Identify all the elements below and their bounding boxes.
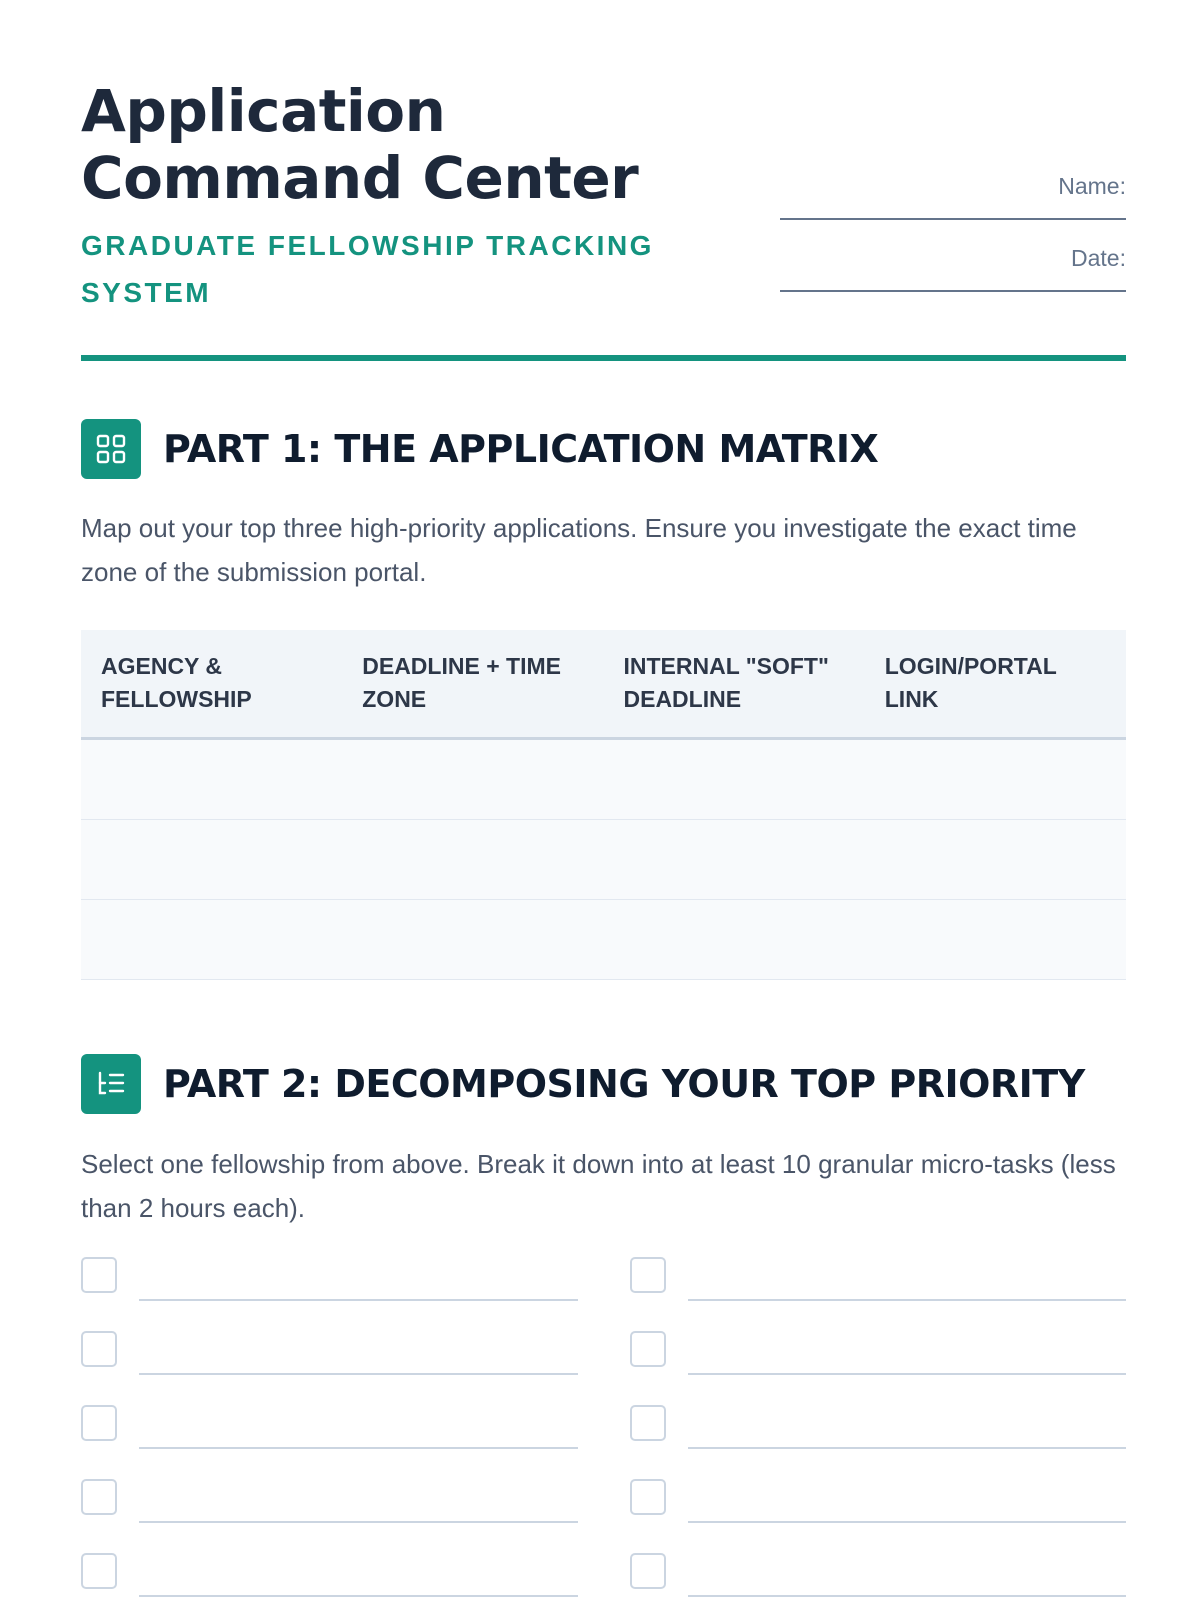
list-item [81, 1403, 578, 1443]
list-item [630, 1255, 1127, 1295]
part1-title: PART 1: THE APPLICATION MATRIX [163, 427, 879, 471]
table-cell[interactable] [604, 820, 865, 900]
task-write-line[interactable] [688, 1255, 1127, 1301]
task-write-line[interactable] [139, 1329, 578, 1375]
table-cell[interactable] [604, 900, 865, 980]
task-checkbox[interactable] [630, 1479, 666, 1515]
column-header: DEADLINE + TIME ZONE [342, 630, 603, 739]
task-checkbox[interactable] [630, 1553, 666, 1589]
date-label: Date: [1071, 245, 1126, 271]
table-cell[interactable] [81, 900, 342, 980]
task-checkbox[interactable] [630, 1405, 666, 1441]
part2-heading [81, 1054, 1085, 1114]
list-item [630, 1329, 1127, 1369]
table-row [81, 739, 1126, 820]
task-write-line[interactable] [688, 1551, 1127, 1597]
task-write-line[interactable] [688, 1403, 1127, 1449]
task-checkbox[interactable] [81, 1553, 117, 1589]
name-field [780, 174, 1126, 220]
task-checkbox[interactable] [81, 1331, 117, 1367]
table-cell[interactable] [865, 739, 1126, 820]
list-item [630, 1477, 1127, 1517]
part2-title: PART 2: DECOMPOSING YOUR TOP PRIORITY [163, 1062, 1085, 1106]
part1-description: Map out your top three high-priority applications. Ensure you investigate the exact time zone of the submission portal. [81, 513, 1077, 587]
table-cell[interactable] [604, 739, 865, 820]
application-matrix-table [81, 630, 1126, 980]
part2-description: Select one fellowship from above. Break it down into at least 10 granular micro-tasks (less than 2 hours each). [81, 1149, 1116, 1223]
task-write-line[interactable] [139, 1255, 578, 1301]
meta-fields [780, 174, 1126, 292]
grid-icon [81, 419, 141, 479]
page-subtitle: GRADUATE FELLOWSHIP TRACKING SYSTEM [81, 230, 654, 308]
column-header: INTERNAL "SOFT" DEADLINE [604, 630, 865, 739]
name-blank-line[interactable] [780, 218, 1126, 220]
title-block [81, 78, 701, 316]
task-write-line[interactable] [688, 1477, 1127, 1523]
page-title: Application Command Center [81, 77, 639, 212]
task-write-line[interactable] [688, 1329, 1127, 1375]
name-label: Name: [1058, 173, 1126, 199]
table-cell[interactable] [81, 739, 342, 820]
table-row [81, 820, 1126, 900]
list-item [81, 1255, 578, 1295]
task-write-line[interactable] [139, 1403, 578, 1449]
date-field [780, 246, 1126, 292]
micro-task-checklist [81, 1255, 1126, 1591]
table-header-row [81, 630, 1126, 739]
task-checkbox[interactable] [81, 1405, 117, 1441]
header [81, 78, 1126, 316]
task-checkbox[interactable] [630, 1257, 666, 1293]
part1-heading [81, 419, 878, 479]
task-checkbox[interactable] [81, 1257, 117, 1293]
table-cell[interactable] [865, 900, 1126, 980]
table-cell[interactable] [81, 820, 342, 900]
task-write-line[interactable] [139, 1551, 578, 1597]
table-cell[interactable] [342, 900, 603, 980]
list-item [630, 1403, 1127, 1443]
column-header: LOGIN/PORTAL LINK [865, 630, 1126, 739]
task-write-line[interactable] [139, 1477, 578, 1523]
list-item [81, 1551, 578, 1591]
table-cell[interactable] [865, 820, 1126, 900]
date-blank-line[interactable] [780, 290, 1126, 292]
table-row [81, 900, 1126, 980]
header-divider [81, 355, 1126, 361]
list-item [81, 1477, 578, 1517]
table-cell[interactable] [342, 820, 603, 900]
list-item [81, 1329, 578, 1369]
task-list-icon [81, 1054, 141, 1114]
list-item [630, 1551, 1127, 1591]
column-header: AGENCY & FELLOWSHIP [81, 630, 342, 739]
task-checkbox[interactable] [630, 1331, 666, 1367]
task-checkbox[interactable] [81, 1479, 117, 1515]
table-cell[interactable] [342, 739, 603, 820]
